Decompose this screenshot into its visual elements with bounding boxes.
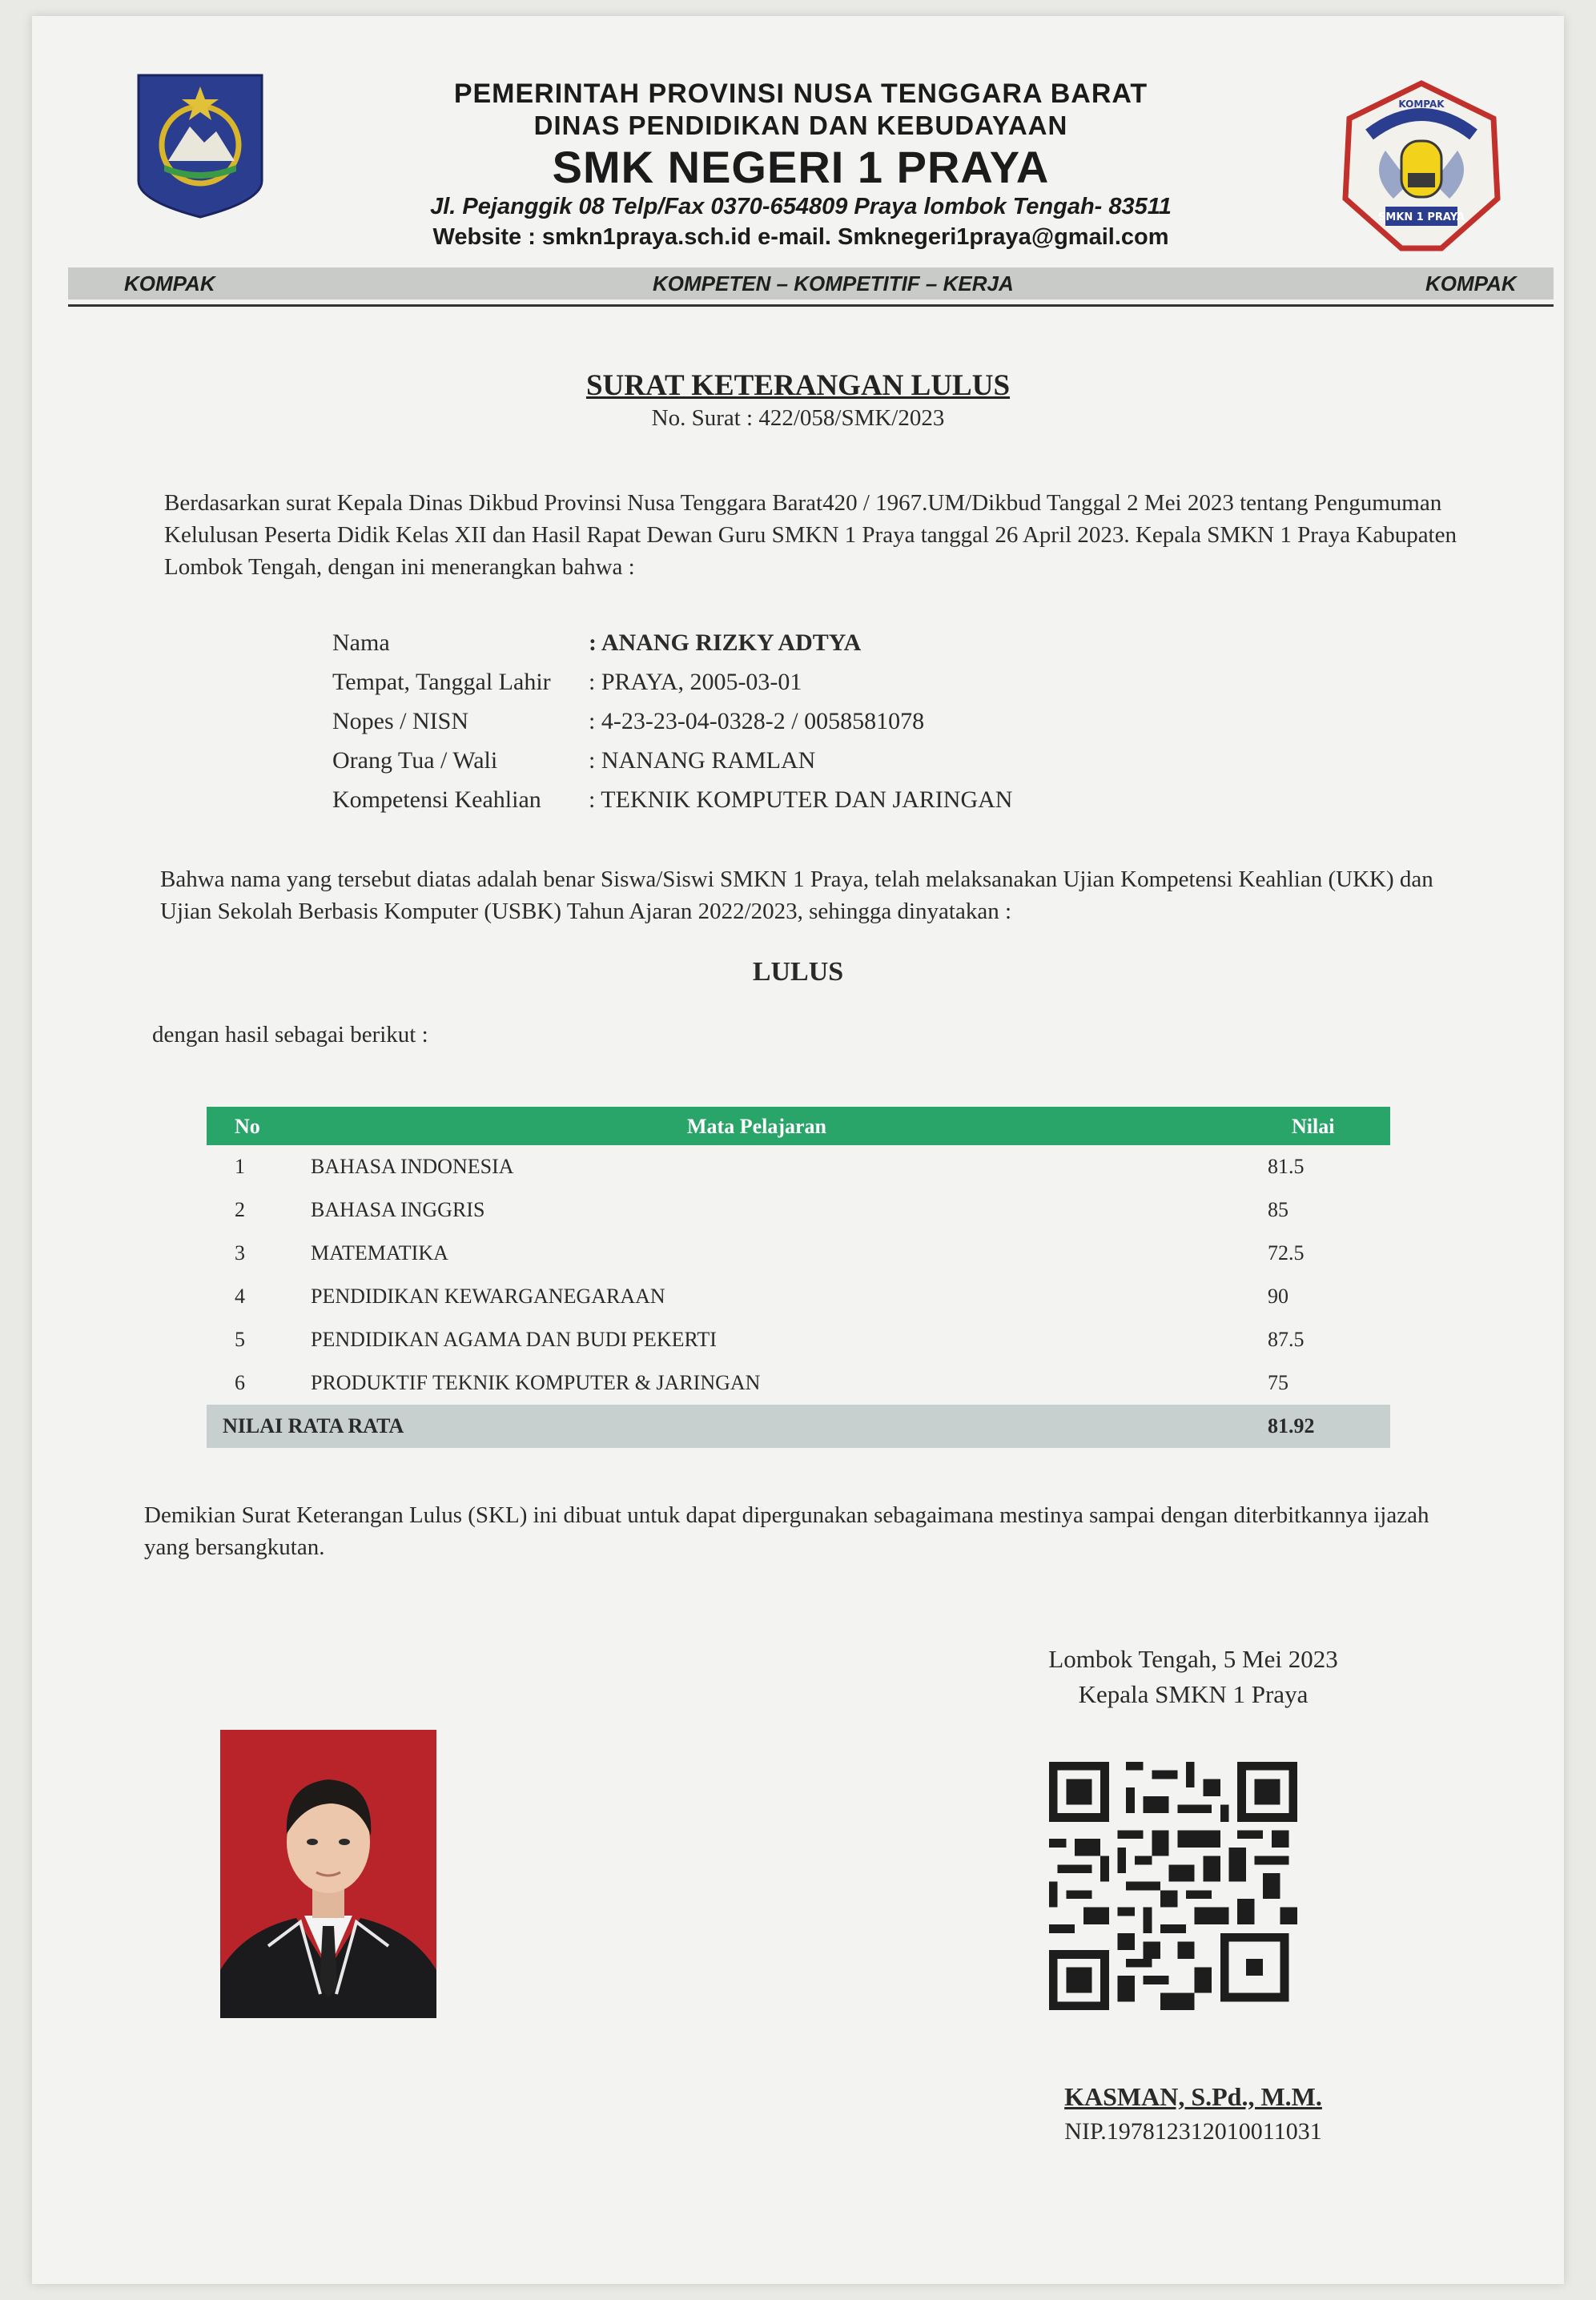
- identity-label: Tempat, Tanggal Lahir: [332, 669, 551, 695]
- header-value: Nilai: [1292, 1115, 1335, 1138]
- identity-label: Nama: [332, 629, 390, 656]
- identity-value: : 4-23-23-04-0328-2 / 0058581078: [589, 708, 925, 734]
- row-no: 2: [235, 1198, 245, 1221]
- row-no: 6: [235, 1371, 245, 1394]
- motto-bar: [68, 267, 1554, 300]
- row-subject: BAHASA INGGRIS: [311, 1198, 485, 1221]
- table-row: [207, 1318, 1390, 1361]
- identity-label: Kompetensi Keahlian: [332, 786, 541, 813]
- identity-value: : TEKNIK KOMPUTER DAN JARINGAN: [589, 786, 1013, 813]
- motto-right: KOMPAK: [1425, 271, 1517, 296]
- table-row: [207, 1361, 1390, 1405]
- result-status: LULUS: [752, 957, 844, 987]
- grades-table: [207, 1107, 1390, 1448]
- signer-position: Kepala SMKN 1 Praya: [1078, 1680, 1309, 1708]
- table-row: [207, 1275, 1390, 1318]
- motto-left: KOMPAK: [124, 271, 215, 296]
- row-no: 5: [235, 1328, 245, 1351]
- header-divider: [68, 304, 1554, 307]
- average-value: 81.92: [1268, 1414, 1315, 1438]
- table-row: [207, 1188, 1390, 1232]
- table-row: [207, 1232, 1390, 1275]
- header-address: Jl. Pejanggik 08 Telp/Fax 0370-654809 Praya lombok Tengah- 83511: [430, 194, 1172, 219]
- letter-title: SURAT KETERANGAN LULUS: [585, 369, 1011, 402]
- province-emblem-logo: [132, 69, 268, 221]
- row-value: 85: [1268, 1198, 1288, 1221]
- closing-paragraph: Demikian Surat Keterangan Lulus (SKL) ini dibuat untuk dapat dipergunakan sebagaimana mestinya sampai dengan diterbitkannya ijazah yang bersangkutan.: [144, 1502, 1429, 1560]
- header-no: No: [235, 1115, 260, 1138]
- header-subject: Mata Pelajaran: [687, 1115, 827, 1138]
- row-subject: PENDIDIKAN AGAMA DAN BUDI PEKERTI: [311, 1328, 717, 1351]
- header-school-name: SMK NEGERI 1 PRAYA: [552, 142, 1050, 192]
- header-contact: Website : smkn1praya.sch.id e-mail. Smknegeri1praya@gmail.com: [432, 224, 1169, 250]
- motto-center: KOMPETEN – KOMPETITIF – KERJA: [653, 271, 1014, 296]
- grades-header-row: [207, 1107, 1390, 1145]
- table-row: [207, 1145, 1390, 1188]
- identity-value: : PRAYA, 2005-03-01: [589, 669, 802, 695]
- row-value: 81.5: [1268, 1155, 1305, 1178]
- school-logo-top-text: KOMPAK: [1398, 99, 1445, 110]
- row-value: 90: [1268, 1285, 1288, 1308]
- row-value: 87.5: [1268, 1328, 1305, 1351]
- identity-value: : NANANG RAMLAN: [589, 747, 816, 774]
- row-subject: PRODUKTIF TEKNIK KOMPUTER & JARINGAN: [311, 1371, 761, 1394]
- letter-number: No. Surat : 422/058/SMK/2023: [651, 405, 945, 431]
- statement-paragraph: Bahwa nama yang tersebut diatas adalah benar Siswa/Siswi SMKN 1 Praya, telah melaksanakan Ujian Kompetensi Keahlian (UKK) dan Ujian Sekolah Berbasis Komputer (USBK) Tahun Ajaran 2022/2023, sehingga dinyatakan :: [160, 867, 1433, 924]
- average-row: [207, 1405, 1390, 1448]
- row-value: 72.5: [1268, 1241, 1305, 1265]
- header-department: DINAS PENDIDIKAN DAN KEBUDAYAAN: [533, 111, 1068, 140]
- identity-label: Orang Tua / Wali: [332, 747, 498, 774]
- identity-label: Nopes / NISN: [332, 708, 468, 734]
- identity-value: : ANANG RIZKY ADTYA: [589, 629, 862, 656]
- row-value: 75: [1268, 1371, 1288, 1394]
- row-subject: BAHASA INDONESIA: [311, 1155, 514, 1178]
- qr-code: [1049, 1762, 1297, 2010]
- row-subject: MATEMATIKA: [311, 1241, 448, 1265]
- place-date: Lombok Tengah, 5 Mei 2023: [1048, 1645, 1338, 1673]
- header-government: PEMERINTAH PROVINSI NUSA TENGGARA BARAT: [453, 78, 1148, 109]
- signature-place-block: [1013, 1642, 1373, 1712]
- signer-name: KASMAN, S.Pd., M.M.: [1064, 2082, 1322, 2111]
- average-label: NILAI RATA RATA: [223, 1414, 404, 1438]
- row-no: 4: [235, 1285, 245, 1308]
- student-photo: [220, 1730, 436, 2018]
- document-page: [32, 16, 1564, 2284]
- row-subject: PENDIDIKAN KEWARGANEGARAAN: [311, 1285, 665, 1308]
- row-no: 1: [235, 1155, 245, 1178]
- intro-paragraph: Berdasarkan surat Kepala Dinas Dikbud Provinsi Nusa Tenggara Barat420 / 1967.UM/Dikbud Tanggal 2 Mei 2023 tentang Pengumuman Kelulusan Peserta Didik Kelas XII dan Hasil Rapat Dewan Guru SMKN 1 Praya tanggal 26 April 2023. Kepala SMKN 1 Praya Kabupaten Lombok Tengah, dengan ini menerangkan bahwa :: [164, 490, 1457, 580]
- signer-nip: NIP.197812312010011031: [1064, 2118, 1322, 2145]
- school-logo-bottom-text: SMKN 1 PRAYA: [1378, 211, 1465, 223]
- school-emblem-logo: [1337, 78, 1506, 255]
- row-no: 3: [235, 1241, 245, 1265]
- results-intro: dengan hasil sebagai berikut :: [152, 1022, 428, 1047]
